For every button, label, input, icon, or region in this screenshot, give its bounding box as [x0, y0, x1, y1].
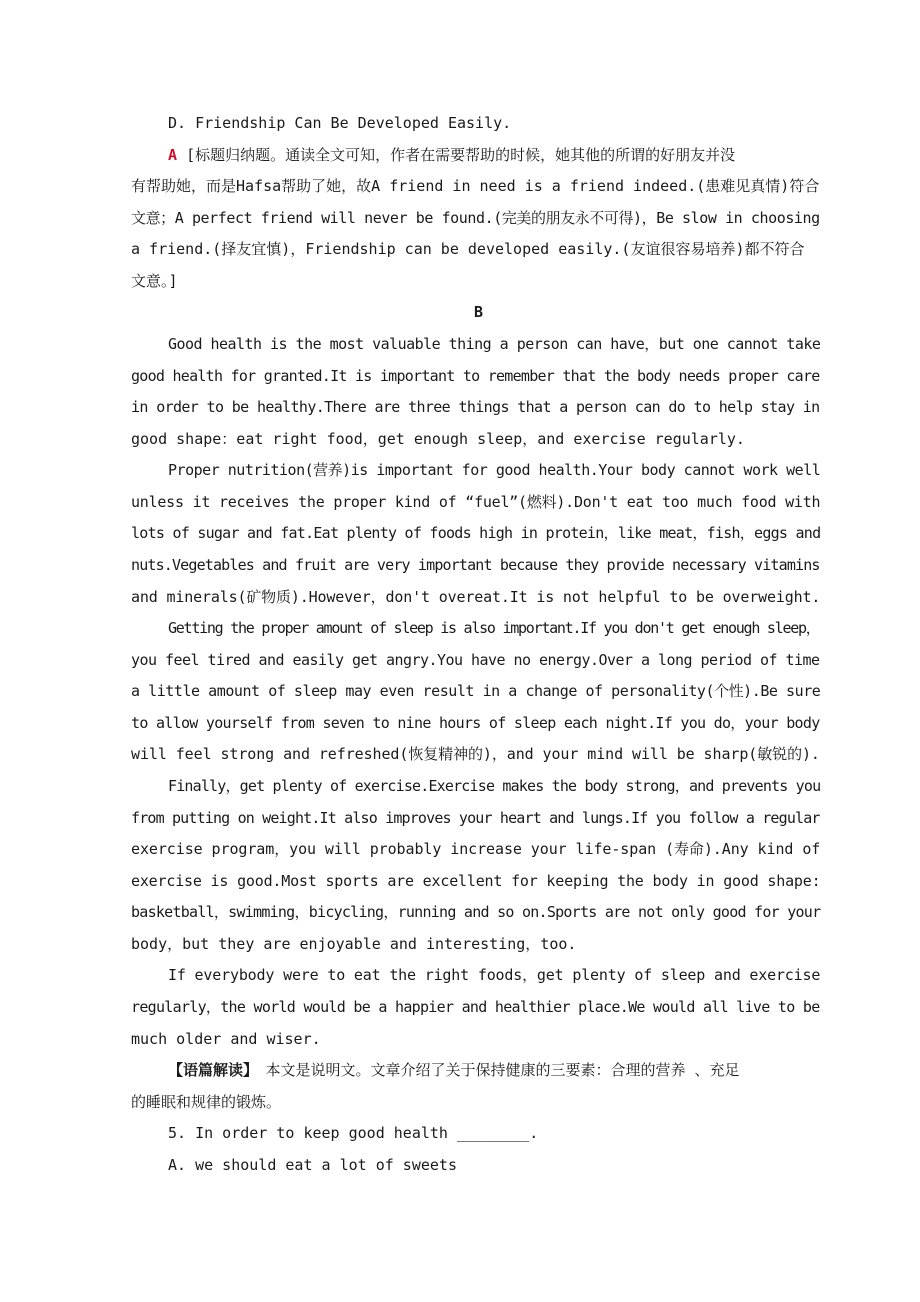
passage-line: Finally，get plenty of exercise.Exercise makes the body strong，and prevents you [168, 777, 821, 795]
question-5-option-a: A. we should eat a lot of sweets [168, 1156, 457, 1174]
answer-note-line-3: 文意；A perfect friend will never be found.(完美的朋友永不可得)，Be slow in choosing [131, 209, 820, 227]
passage-line: good shape：eat right food，get enough sleep，and exercise regularly. [131, 430, 745, 448]
answer-note-line-5: 文意。] [131, 272, 178, 290]
passage-line: basketball，swimming，bicycling，running and so on.Sports are not only good for your [131, 903, 821, 921]
option-d: D. Friendship Can Be Developed Easily. [168, 114, 512, 132]
passage-line: will feel strong and refreshed(恢复精神的)，and your mind will be sharp(敏锐的). [131, 745, 820, 763]
analysis-line-2: 的睡眠和规律的锻炼。 [131, 1093, 282, 1111]
answer-note-line-1 [168, 145, 735, 165]
answer-note-text: [标题归纳题。通读全文可知，作者在需要帮助的时候，她其他的所谓的好朋友并没 [186, 146, 736, 164]
passage-line: to allow yourself from seven to nine hours of sleep each night.If you do，your body [131, 714, 820, 732]
passage-line: much older and wiser. [131, 1030, 321, 1048]
passage-line: and minerals(矿物质).However，don't overeat.It is not helpful to be overweight. [131, 588, 821, 606]
passage-line: regularly，the world would be a happier and healthier place.We would all live to be [131, 998, 820, 1016]
passage-line: Proper nutrition(营养)is important for good health.Your body cannot work well [168, 461, 821, 479]
analysis-line-1 [168, 1060, 740, 1080]
passage-line: unless it receives the proper kind of “fuel”(燃料).Don't eat too much food with [131, 493, 821, 511]
passage-line: Getting the proper amount of sleep is also important.If you don't get enough sleep， [168, 619, 820, 637]
passage-line: from putting on weight.It also improves your heart and lungs.If you follow a regular [131, 809, 820, 827]
answer-note-line-4: a friend.(择友宜慎)，Friendship can be developed easily.(友谊很容易培养)都不符合 [131, 240, 805, 258]
passage-line: you feel tired and easily get angry.You have no energy.Over a long period of time [131, 651, 820, 669]
passage-line: good health for granted.It is important to remember that the body needs proper care [131, 367, 820, 385]
answer-note-line-2: 有帮助她，而是Hafsa帮助了她，故A friend in need is a friend indeed.(患难见真情)符合 [131, 177, 820, 195]
answer-letter: A [168, 146, 178, 164]
question-5-stem: 5. In order to keep good health ________. [168, 1124, 539, 1142]
passage-line: If everybody were to eat the right foods，get plenty of sleep and exercise [168, 966, 821, 984]
passage-line: a little amount of sleep may even result in a change of personality(个性).Be sure [131, 682, 821, 700]
section-title: B [473, 303, 484, 321]
passage-line: exercise program，you will probably increase your life-span (寿命).Any kind of [131, 840, 821, 858]
passage-line: body，but they are enjoyable and interesting，too. [131, 935, 577, 953]
analysis-text: 本文是说明文。文章介绍了关于保持健康的三要素：合理的营养 、充足 [250, 1061, 740, 1079]
passage-line: lots of sugar and fat.Eat plenty of foods high in protein，like meat，fish，eggs and [131, 524, 821, 542]
passage-line: nuts.Vegetables and fruit are very important because they provide necessary vitamins [131, 556, 820, 574]
analysis-tag: 【语篇解读】 [168, 1061, 251, 1079]
passage-line: exercise is good.Most sports are excellent for keeping the body in good shape: [131, 872, 821, 890]
passage-line: Good health is the most valuable thing a person can have，but one cannot take [168, 335, 821, 353]
passage-line: in order to be healthy.There are three things that a person can do to help stay in [131, 398, 820, 416]
